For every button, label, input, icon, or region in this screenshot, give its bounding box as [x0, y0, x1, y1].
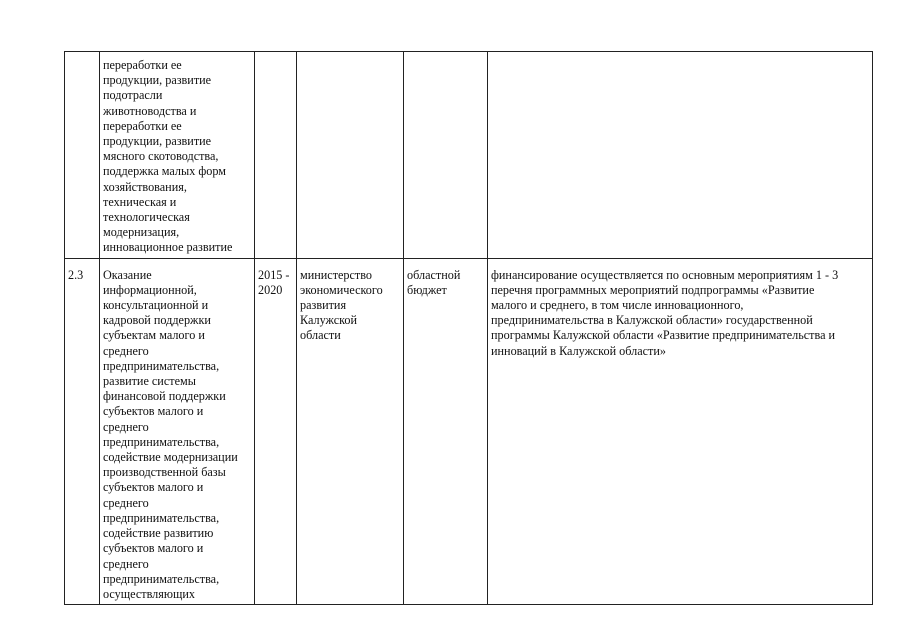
table-row: [65, 52, 873, 259]
note-cell: финансирование осуществляется по основным мероприятиям 1 - 3 перечня программных мероприятий подпрограммы «Развитие малого и среднего, в том числе инновационного, предпринимательства в Калужской области» государственной программы Калужской области «Развитие предпринимательства и инноваций в Калужской области»: [488, 258, 873, 604]
period-cell: 2015 - 2020: [255, 258, 297, 604]
row-number-cell: [65, 52, 100, 259]
executor-cell: [297, 52, 404, 259]
measure-name-cell: переработки ее продукции, развитие подотрасли животноводства и переработки ее продукции, развитие мясного скотоводства, поддержка малых форм хозяйствования, техническая и технологическая модернизация, инновационное развитие: [100, 52, 255, 259]
period-cell: [255, 52, 297, 259]
measure-name-cell: Оказание информационной, консультационной и кадровой поддержки субъектам малого и среднего предпринимательства, развитие системы финансовой поддержки субъектов малого и среднего предпринимательства, содействие модернизации производственной базы субъектов малого и среднего предпринимательства, содействие развитию субъектов малого и среднего предпринимательства, осуществляющих: [100, 258, 255, 604]
funding-source-cell: [404, 52, 488, 259]
row-number-cell: 2.3: [65, 258, 100, 604]
table-row: [65, 258, 873, 604]
program-measures-table: [64, 51, 873, 605]
executor-cell: министерство экономического развития Калужской области: [297, 258, 404, 604]
funding-source-cell: областной бюджет: [404, 258, 488, 604]
note-cell: [488, 52, 873, 259]
